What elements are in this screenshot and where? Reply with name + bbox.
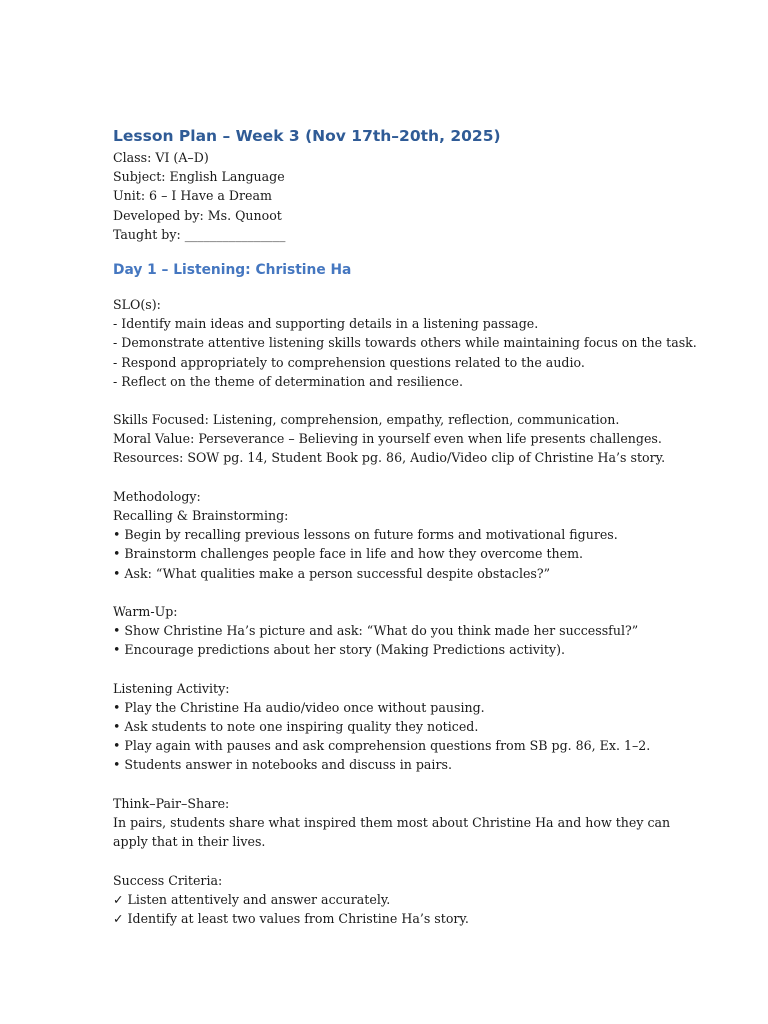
slo-item: - Reflect on the theme of determination and resilience. (113, 373, 463, 389)
listening-label: Listening Activity: (113, 680, 230, 696)
resources-line: Resources: SOW pg. 14, Student Book pg. 86, Audio/Video clip of Christine Ha’s story. (113, 450, 666, 466)
subject-line: Subject: English Language (113, 169, 285, 185)
success-criteria-item: ✓ Identify at least two values from Christine Ha’s story. (113, 910, 469, 926)
slo-item: - Identify main ideas and supporting details in a listening passage. (113, 316, 539, 332)
slo-label: SLO(s): (113, 296, 161, 312)
skills-line: Skills Focused: Listening, comprehension, empathy, reflection, communication. (113, 412, 620, 428)
listening-item: • Students answer in notebooks and discuss in pairs. (113, 757, 452, 773)
think-pair-share-label: Think–Pair–Share: (113, 795, 230, 811)
unit-line: Unit: 6 – I Have a Dream (113, 188, 272, 204)
success-criteria-label: Success Criteria: (113, 872, 223, 888)
slo-item: - Demonstrate attentive listening skills towards others while maintaining focus on the task. (113, 335, 697, 351)
success-criteria-item: ✓ Listen attentively and answer accurately. (113, 891, 391, 907)
listening-item: • Ask students to note one inspiring quality they noticed. (113, 719, 479, 735)
page-title: Lesson Plan – Week 3 (Nov 17th–20th, 2025) (113, 127, 501, 145)
document-page (113, 124, 697, 928)
think-pair-share-text: In pairs, students share what inspired them most about Christine Ha and how they can apply that in their lives. (113, 815, 671, 850)
slo-item: - Respond appropriately to comprehension questions related to the audio. (113, 354, 585, 370)
day1-heading: Day 1 – Listening: Christine Ha (113, 261, 352, 278)
warmup-item: • Show Christine Ha’s picture and ask: “What do you think made her successful?” (113, 623, 639, 639)
listening-item: • Play the Christine Ha audio/video once without pausing. (113, 699, 485, 715)
taught-by-line: Taught by: ________________ (113, 226, 286, 242)
methodology-sublabel: Recalling & Brainstorming: (113, 508, 289, 523)
class-line: Class: VI (A–D) (113, 150, 209, 165)
developed-by-line: Developed by: Ms. Qunoot (113, 207, 282, 223)
listening-item: • Play again with pauses and ask comprehension questions from SB pg. 86, Ex. 1–2. (113, 738, 651, 754)
methodology-label: Methodology: (113, 488, 201, 504)
methodology-item: • Brainstorm challenges people face in life and how they overcome them. (113, 546, 584, 562)
moral-value-line: Moral Value: Perseverance – Believing in yourself even when life presents challenges. (113, 431, 662, 447)
warmup-label: Warm-Up: (113, 603, 178, 619)
warmup-item: • Encourage predictions about her story (Making Predictions activity). (113, 642, 565, 658)
methodology-item: • Begin by recalling previous lessons on future forms and motivational figures. (113, 527, 618, 543)
methodology-item: • Ask: “What qualities make a person successful despite obstacles?” (113, 565, 551, 581)
